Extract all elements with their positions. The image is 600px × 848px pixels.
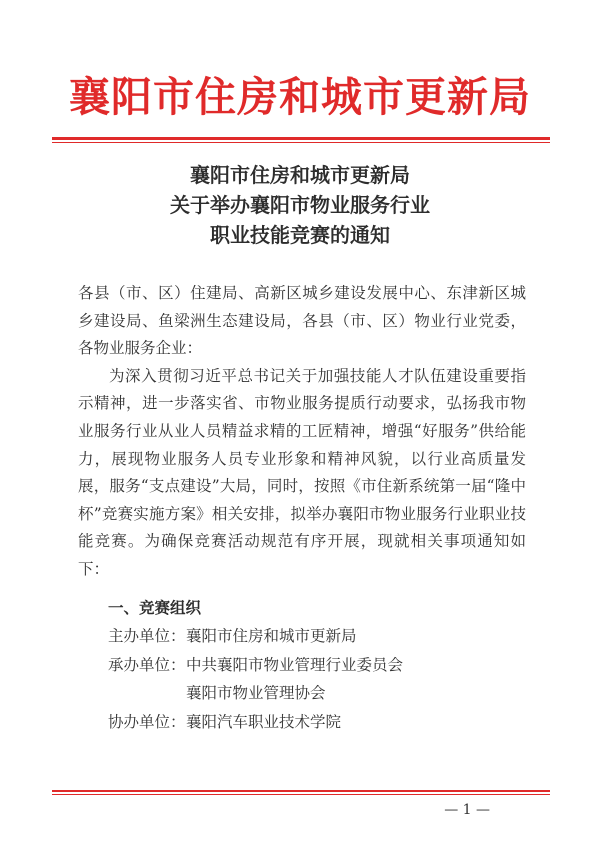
co-organizer-value: 襄阳汽车职业技术学院: [186, 712, 342, 731]
document-title-line-2: 关于举办襄阳市物业服务行业: [170, 193, 430, 217]
undertaker-value-2: 襄阳市物业管理协会: [186, 684, 326, 702]
document-title: [0, 160, 600, 250]
host-value: 襄阳市住房和城市更新局: [186, 627, 357, 645]
host-row: [108, 622, 403, 651]
co-organizer-row: [108, 708, 403, 737]
undertaker-value-1: 中共襄阳市物业管理行业委员会: [186, 655, 404, 674]
undertaker-label: 承办单位：: [108, 655, 186, 674]
document-body: [78, 280, 526, 584]
undertaker-row-continued: [108, 679, 403, 708]
footer-red-rule-thick: [52, 790, 550, 792]
agency-letterhead-title: 襄阳市住房和城市更新局: [69, 73, 531, 121]
page-number: — 1 —: [444, 802, 490, 818]
intro-paragraph: 为深入贯彻习近平总书记关于加强技能人才队伍建设重要指示精神，进一步落实省、市物业服务提质行动要求，弘扬我市物业服务行业从业人员精益求精的工匠精神，增强“好服务”供给能力，展现物业服务人员专业形象和精神风貌，以行业高质量发展，服务“支点建设”大局，同时，按照《市住新系统第一届“隆中杯”竞赛实施方案》相关安排，拟举办襄阳市物业服务行业职业技能竞赛。为确保竞赛活动规范有序开展，现就相关事项通知如下：: [78, 366, 526, 578]
co-organizer-label: 协办单位：: [108, 712, 186, 731]
addressees-paragraph: 各县（市、区）住建局、高新区城乡建设发展中心、东津新区城乡建设局、鱼梁洲生态建设局，各县（市、区）物业行业党委，各物业服务企业：: [78, 284, 526, 358]
footer-red-rule-thin: [52, 794, 550, 795]
host-label: 主办单位：: [108, 627, 186, 645]
letterhead-red-rule-thin: [52, 142, 550, 143]
document-title-line-1: 襄阳市住房和城市更新局: [190, 163, 410, 187]
undertaker-row: [108, 651, 403, 680]
organizer-list: [108, 622, 403, 736]
section-heading: 一、竞赛组织: [108, 599, 202, 617]
document-title-line-3: 职业技能竞赛的通知: [210, 223, 390, 247]
letterhead-red-rule-thick: [52, 137, 550, 140]
